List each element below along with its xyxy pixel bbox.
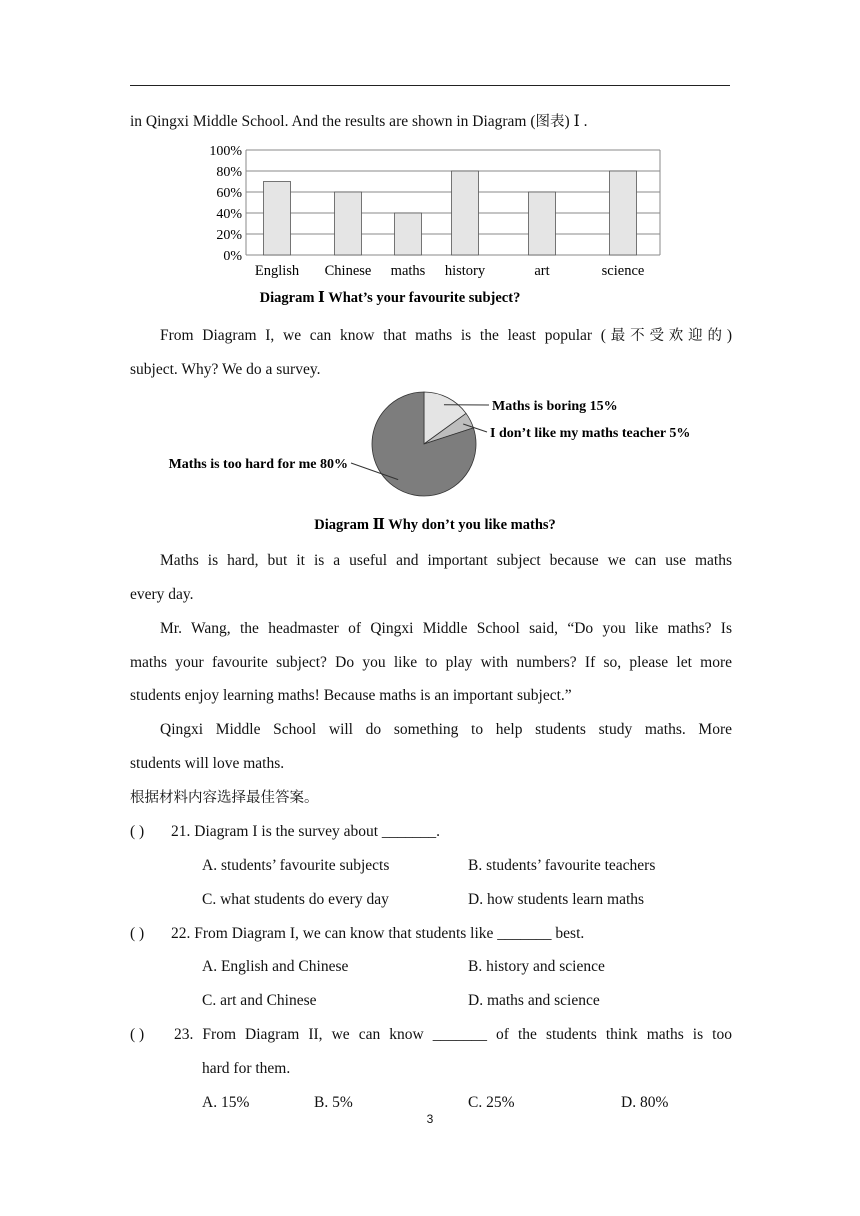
y-tick-label: 0% bbox=[223, 249, 242, 264]
paragraph-3-line-3: students enjoy learning maths! Because maths is an important subject.” bbox=[130, 687, 572, 704]
q22-option-b: B. history and science bbox=[468, 958, 605, 975]
header-rule bbox=[130, 85, 730, 86]
pie-slice-label: Maths is too hard for me 80% bbox=[168, 457, 348, 472]
y-tick-label: 40% bbox=[216, 207, 242, 222]
q23-answer-blank: ( ) bbox=[130, 1026, 145, 1043]
pie-slice-label: I don’t like my maths teacher 5% bbox=[490, 426, 691, 441]
q22-stem: 22. From Diagram I, we can know that students like _______ best. bbox=[171, 925, 585, 942]
page-number: 3 bbox=[426, 1112, 434, 1126]
diagram-1-title: Diagram Ⅰ What’s your favourite subject? bbox=[259, 290, 521, 306]
x-tick-label: art bbox=[534, 263, 550, 279]
diagram-1-bar-chart bbox=[190, 142, 670, 312]
y-tick-label: 80% bbox=[216, 165, 242, 180]
intro-cjk-gloss: 图表 bbox=[535, 114, 565, 130]
q22-option-d: D. maths and science bbox=[468, 992, 600, 1009]
paragraph-3-line-2: maths your favourite subject? Do you like to play with numbers? If so, please let more bbox=[130, 654, 732, 671]
paragraph-3-line-1: Mr. Wang, the headmaster of Qingxi Middle School said, “Do you like maths? Is bbox=[160, 620, 732, 637]
q23-option-b: B. 5% bbox=[314, 1094, 353, 1111]
q23-stem-line-2: hard for them. bbox=[202, 1060, 291, 1077]
x-tick-label: English bbox=[254, 263, 300, 279]
q21-stem: 21. Diagram I is the survey about _______. bbox=[171, 823, 441, 840]
q23-option-a: A. 15% bbox=[202, 1094, 250, 1111]
q23-option-d: D. 80% bbox=[621, 1094, 669, 1111]
instruction: 根据材料内容选择最佳答案。 bbox=[130, 790, 319, 806]
intro-text: in Qingxi Middle School. And the results are shown in Diagram ( bbox=[130, 113, 536, 130]
paragraph-2-line-2: every day. bbox=[130, 586, 194, 603]
intro-line bbox=[130, 112, 587, 132]
intro-diagram-ref: ) Ⅰ . bbox=[564, 113, 588, 130]
paragraph-1-line-2: subject. Why? We do a survey. bbox=[130, 361, 321, 378]
q21-option-a: A. students’ favourite subjects bbox=[202, 857, 390, 874]
paragraph-2-line-1: Maths is hard, but it is a useful and important subject because we can use maths bbox=[160, 552, 732, 569]
paragraph-4-line-2: students will love maths. bbox=[130, 755, 285, 772]
q21-option-c: C. what students do every day bbox=[202, 891, 389, 908]
bar-English bbox=[264, 182, 291, 256]
bar-history bbox=[452, 171, 479, 255]
q21-option-b: B. students’ favourite teachers bbox=[468, 857, 656, 874]
paragraph-4-line-1: Qingxi Middle School will do something to help students study maths. More bbox=[160, 721, 732, 738]
q22-option-a: A. English and Chinese bbox=[202, 958, 349, 975]
q22-option-c: C. art and Chinese bbox=[202, 992, 317, 1009]
y-tick-label: 20% bbox=[216, 228, 242, 243]
paragraph-1-line-1: From Diagram I, we can know that maths is the least popular (最不受欢迎的) bbox=[160, 327, 732, 344]
q22-answer-blank: ( ) bbox=[130, 925, 145, 942]
diagram-2-pie-chart bbox=[140, 384, 730, 540]
bar-Chinese bbox=[335, 192, 362, 255]
q21-answer-blank: ( ) bbox=[130, 823, 145, 840]
q21-option-d: D. how students learn maths bbox=[468, 891, 645, 908]
x-tick-label: science bbox=[601, 263, 645, 279]
q23-option-c: C. 25% bbox=[468, 1094, 515, 1111]
bar-art bbox=[529, 192, 556, 255]
least-popular-gloss: 最不受欢迎的 bbox=[605, 328, 727, 344]
x-tick-label: history bbox=[444, 263, 486, 279]
q23-stem-line-1: 23. From Diagram II, we can know _______ of the students think maths is too bbox=[174, 1026, 732, 1043]
diagram-2-title: Diagram Ⅱ Why don’t you like maths? bbox=[314, 517, 556, 533]
y-tick-label: 60% bbox=[216, 186, 242, 201]
pie-slice-label: Maths is boring 15% bbox=[492, 399, 618, 414]
bar-maths bbox=[395, 213, 422, 255]
bar-science bbox=[610, 171, 637, 255]
x-tick-label: maths bbox=[390, 263, 426, 279]
y-tick-label: 100% bbox=[209, 144, 242, 159]
x-tick-label: Chinese bbox=[324, 263, 372, 279]
